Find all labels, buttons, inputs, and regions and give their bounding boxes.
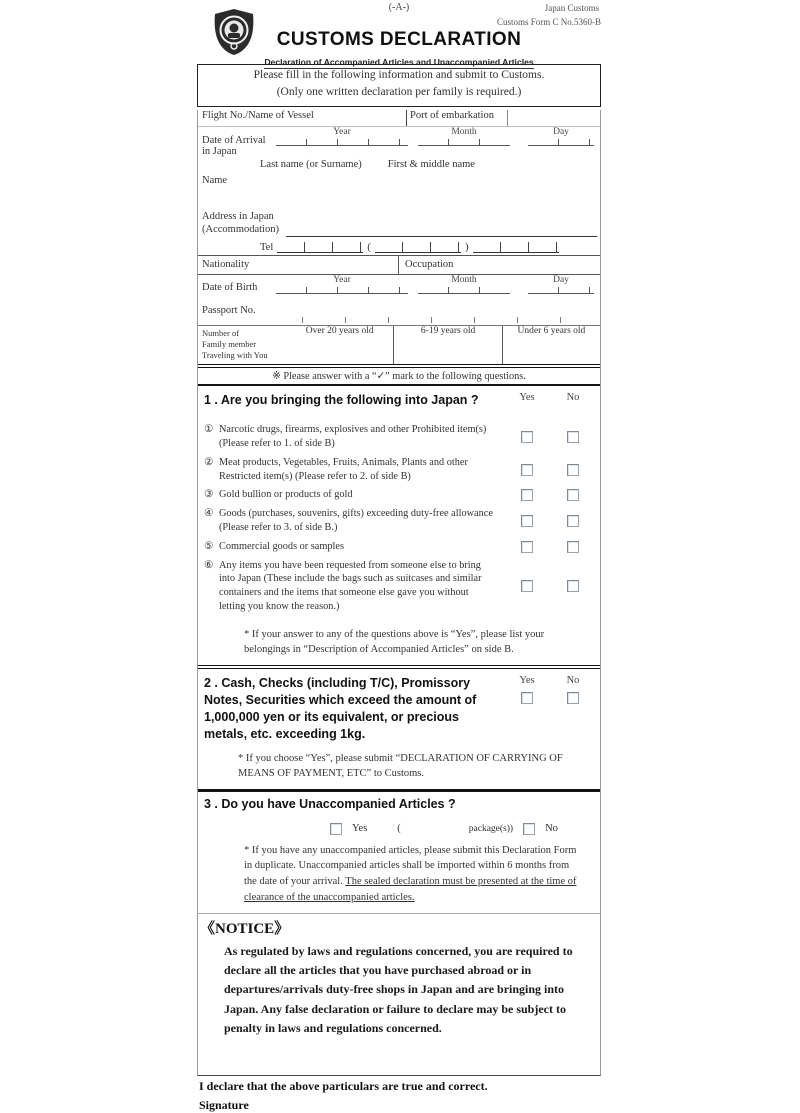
package-count-paren-open: ( xyxy=(397,823,401,834)
item-3-yes-checkbox[interactable] xyxy=(521,489,533,501)
address-label-line2: (Accommodation) xyxy=(202,224,279,236)
question-item-4 xyxy=(204,507,600,535)
form-header xyxy=(197,0,601,67)
question-item-3-text xyxy=(204,488,504,502)
question-item-1 xyxy=(204,423,600,451)
family-col-under6-header: Under 6 years old xyxy=(517,325,586,336)
address-label xyxy=(198,210,286,236)
yes-column-header: Yes xyxy=(519,675,535,687)
item-3-number: ③ xyxy=(204,489,214,501)
fill-instruction-line2: (Only one written declaration per family is required.) xyxy=(276,86,522,99)
section-3-yes-label: Yes xyxy=(352,823,368,834)
item-4-body: Goods (purchases, souvenirs, gifts) exceeding duty-free allowance (Please refer to 3. of side B.) xyxy=(219,508,493,533)
section-2-title: 2 . Cash, Checks (including T/C), Promissory Notes, Securities which exceed the amount of 1,000,000 yen or its equivalent, or precious metals, etc. exceeding 1kg. xyxy=(204,676,477,741)
year-label: Year xyxy=(333,274,351,285)
item-6-yes-checkbox[interactable] xyxy=(521,580,533,592)
date-of-birth-label: Date of Birth xyxy=(202,281,258,293)
nationality-occupation-row xyxy=(198,256,600,275)
nationality-field[interactable]: Nationality xyxy=(202,259,250,270)
year-label: Year xyxy=(333,126,351,137)
arrival-year-field[interactable] xyxy=(276,127,408,159)
birth-year-field[interactable] xyxy=(276,275,408,303)
tel-input-segment-1[interactable] xyxy=(277,242,363,253)
item-5-no-checkbox[interactable] xyxy=(567,541,579,553)
month-label: Month xyxy=(451,274,477,285)
year-input-line[interactable] xyxy=(276,139,408,146)
address-input-line[interactable] xyxy=(286,224,597,237)
signature-label[interactable]: Signature xyxy=(199,1097,249,1112)
telephone-row xyxy=(198,239,600,256)
arrival-date-label: Date of Arrival in Japan xyxy=(202,134,266,157)
day-input-line[interactable] xyxy=(528,139,594,146)
family-col-under6 xyxy=(502,326,600,364)
family-label-line1: Number of xyxy=(202,327,240,338)
family-members-label xyxy=(198,326,286,364)
item-3-body: Gold bullion or products of gold xyxy=(219,489,353,501)
checkmark-instruction-text: ※ Please answer with a “✓” mark to the following questions. xyxy=(272,370,526,382)
agency-name: Japan Customs xyxy=(544,3,599,13)
item-4-yes-checkbox[interactable] xyxy=(521,515,533,527)
tel-input-segment-2[interactable] xyxy=(375,242,461,253)
section-2-answers xyxy=(504,675,596,743)
passport-row[interactable] xyxy=(198,303,600,325)
section-3-note-regular: * If you have any unaccompanied articles, please submit this Declaration Form in duplicate. Unaccompanied articles shall be imported within 6 months from the date of your arrival. xyxy=(244,844,577,887)
notice-title: 《NOTICE》 xyxy=(200,920,290,937)
form-subtitle-wrap xyxy=(197,52,601,70)
month-label: Month xyxy=(451,126,477,137)
item-1-yes-checkbox[interactable] xyxy=(521,431,533,443)
name-label: Name xyxy=(202,174,228,186)
form-number: Customs Form C No.5360-B xyxy=(496,17,601,27)
date-of-birth-row xyxy=(198,275,600,303)
form-body xyxy=(197,110,601,1076)
item-1-body: Narcotic drugs, firearms, explosives and other Prohibited item(s) (Please refer to 1. of side B) xyxy=(219,424,487,449)
arrival-month-field[interactable] xyxy=(418,127,510,159)
family-label-line3: Traveling with You xyxy=(202,350,268,361)
separator-double-line-2 xyxy=(198,665,600,669)
month-input-line[interactable] xyxy=(418,287,510,294)
family-col-over20-header: Over 20 years old xyxy=(305,325,374,336)
section-2-yes-checkbox[interactable] xyxy=(521,692,533,704)
family-col-6to19-header: 6-19 years old xyxy=(420,325,476,336)
question-item-6-text xyxy=(204,559,504,614)
section-3-title: 3 . Do you have Unaccompanied Articles ? xyxy=(204,796,456,811)
item-6-number: ⑥ xyxy=(204,559,214,571)
item-5-yes-checkbox[interactable] xyxy=(521,541,533,553)
question-item-1-text xyxy=(204,423,504,451)
question-item-4-text xyxy=(204,507,504,535)
section-2-yes-no-labels xyxy=(504,675,596,686)
item-1-no-checkbox[interactable] xyxy=(567,431,579,443)
question-item-6 xyxy=(204,559,600,614)
package-count-label: package(s)) xyxy=(468,823,514,834)
name-row[interactable] xyxy=(198,173,600,209)
section-3-note xyxy=(244,843,584,906)
fill-instruction-line1: Please fill in the following information and submit to Customs. xyxy=(253,69,545,81)
section-3 xyxy=(198,792,600,906)
item-6-no-checkbox[interactable] xyxy=(567,580,579,592)
family-col-over20-field[interactable] xyxy=(286,339,393,363)
flight-row xyxy=(198,110,600,127)
checkmark-instruction xyxy=(198,368,600,384)
family-col-6to19 xyxy=(393,326,501,364)
month-input-line[interactable] xyxy=(418,139,510,146)
section-2-checkboxes xyxy=(504,692,596,704)
item-1-number: ① xyxy=(204,424,214,436)
item-4-no-checkbox[interactable] xyxy=(567,515,579,527)
family-age-columns xyxy=(286,326,600,364)
no-column-header: No xyxy=(566,392,580,404)
form-title: CUSTOMS DECLARATION xyxy=(276,29,522,50)
family-label-line2: Family member xyxy=(202,338,257,349)
day-label: Day xyxy=(553,274,569,285)
arrival-day-field[interactable] xyxy=(528,127,594,159)
section-3-yes-checkbox[interactable] xyxy=(330,823,342,835)
passport-input-ticks[interactable] xyxy=(260,317,592,323)
item-6-body: Any items you have been requested from someone else to bring into Japan (These include the bags such as suitcases and similar containers and the items that someone else gave you without letting you know the reason.) xyxy=(219,559,482,612)
tel-paren-open: ( xyxy=(367,240,371,253)
address-row xyxy=(198,209,600,239)
item-2-body: Meat products, Vegetables, Fruits, Animals, Plants and other Restricted item(s) (Please refer to 2. of side B) xyxy=(219,456,468,482)
section-3-no-label: No xyxy=(545,823,558,834)
item-4-number: ④ xyxy=(204,508,214,520)
section-2 xyxy=(198,671,600,743)
day-label: Day xyxy=(553,126,569,137)
fill-instruction-box xyxy=(197,64,601,107)
form-footer xyxy=(197,1076,601,1113)
arrival-date-row xyxy=(198,127,600,159)
birth-date-columns xyxy=(276,275,600,303)
tel-input-segment-3[interactable] xyxy=(473,242,559,253)
declaration-statement: I declare that the above particulars are true and correct. xyxy=(199,1078,488,1093)
section-2-note: * If you choose “Yes”, please submit “DECLARATION OF CARRYING OF MEANS OF PAYMENT, ETC” to Customs. xyxy=(238,752,563,780)
item-2-number: ② xyxy=(204,456,214,468)
customs-declaration-form xyxy=(197,0,601,1113)
separator-light-line xyxy=(198,913,600,914)
no-column-header: No xyxy=(566,675,580,687)
day-input-line[interactable] xyxy=(528,287,594,294)
birth-month-field[interactable] xyxy=(418,275,510,303)
occupation-field[interactable]: Occupation xyxy=(398,256,600,274)
question-item-2 xyxy=(204,456,600,484)
section-1-header xyxy=(204,392,600,409)
family-members-table xyxy=(198,325,600,364)
section-1-note: * If your answer to any of the questions above is “Yes”, please list your belongings in “Description of Accompanied Articles” on side B. xyxy=(244,628,545,656)
tel-paren-close: ) xyxy=(464,240,469,253)
question-item-3 xyxy=(204,488,600,502)
port-of-embarkation-field[interactable]: Port of embarkation xyxy=(406,110,508,126)
item-2-no-checkbox[interactable] xyxy=(567,464,579,476)
section-2-no-checkbox[interactable] xyxy=(567,692,579,704)
last-name-label: Last name (or Surname) xyxy=(260,158,362,170)
section-3-answer-row xyxy=(330,823,600,835)
section-1 xyxy=(198,386,600,658)
item-3-no-checkbox[interactable] xyxy=(567,489,579,501)
address-label-line1: Address in Japan xyxy=(202,211,274,223)
passport-label: Passport No. xyxy=(202,304,256,316)
item-5-number: ⑤ xyxy=(204,540,214,552)
yes-column-header: Yes xyxy=(519,392,535,404)
section-1-title: 1 . Are you bringing the following into Japan ? xyxy=(204,393,479,408)
item-2-yes-checkbox[interactable] xyxy=(521,464,533,476)
name-column-labels xyxy=(198,159,600,173)
page-marker: (-A-) xyxy=(388,2,410,13)
first-name-label: First & middle name xyxy=(387,158,475,170)
section-3-note-underlined: The sealed declaration must be presented at the time of clearance of the unaccompanied articles. xyxy=(244,876,577,903)
item-5-body: Commercial goods or samples xyxy=(219,540,344,552)
arrival-date-columns xyxy=(276,127,600,159)
question-item-5 xyxy=(204,540,600,554)
notice-body: As regulated by laws and regulations concerned, you are required to declare all the articles that you have purchased abroad or in departures/arrivals duty-free shops in Japan and are bringing into Japan. Any false declaration or failure to declare may be subject to penalty in laws and regulations concerned. xyxy=(224,943,573,1036)
question-item-2-text xyxy=(204,456,504,484)
family-col-6to19-field[interactable] xyxy=(394,339,501,363)
flight-label: Flight No./Name of Vessel xyxy=(202,109,314,121)
birth-day-field[interactable] xyxy=(528,275,594,303)
question-item-5-text xyxy=(204,540,504,554)
family-col-over20 xyxy=(286,326,393,364)
year-input-line[interactable] xyxy=(276,287,408,294)
section-3-no-checkbox[interactable] xyxy=(523,823,535,835)
form-subtitle: Declaration of Accompanied Articles and Unaccompanied Articles xyxy=(264,57,534,67)
family-col-under6-field[interactable] xyxy=(503,339,600,363)
tel-label: Tel xyxy=(260,241,274,253)
